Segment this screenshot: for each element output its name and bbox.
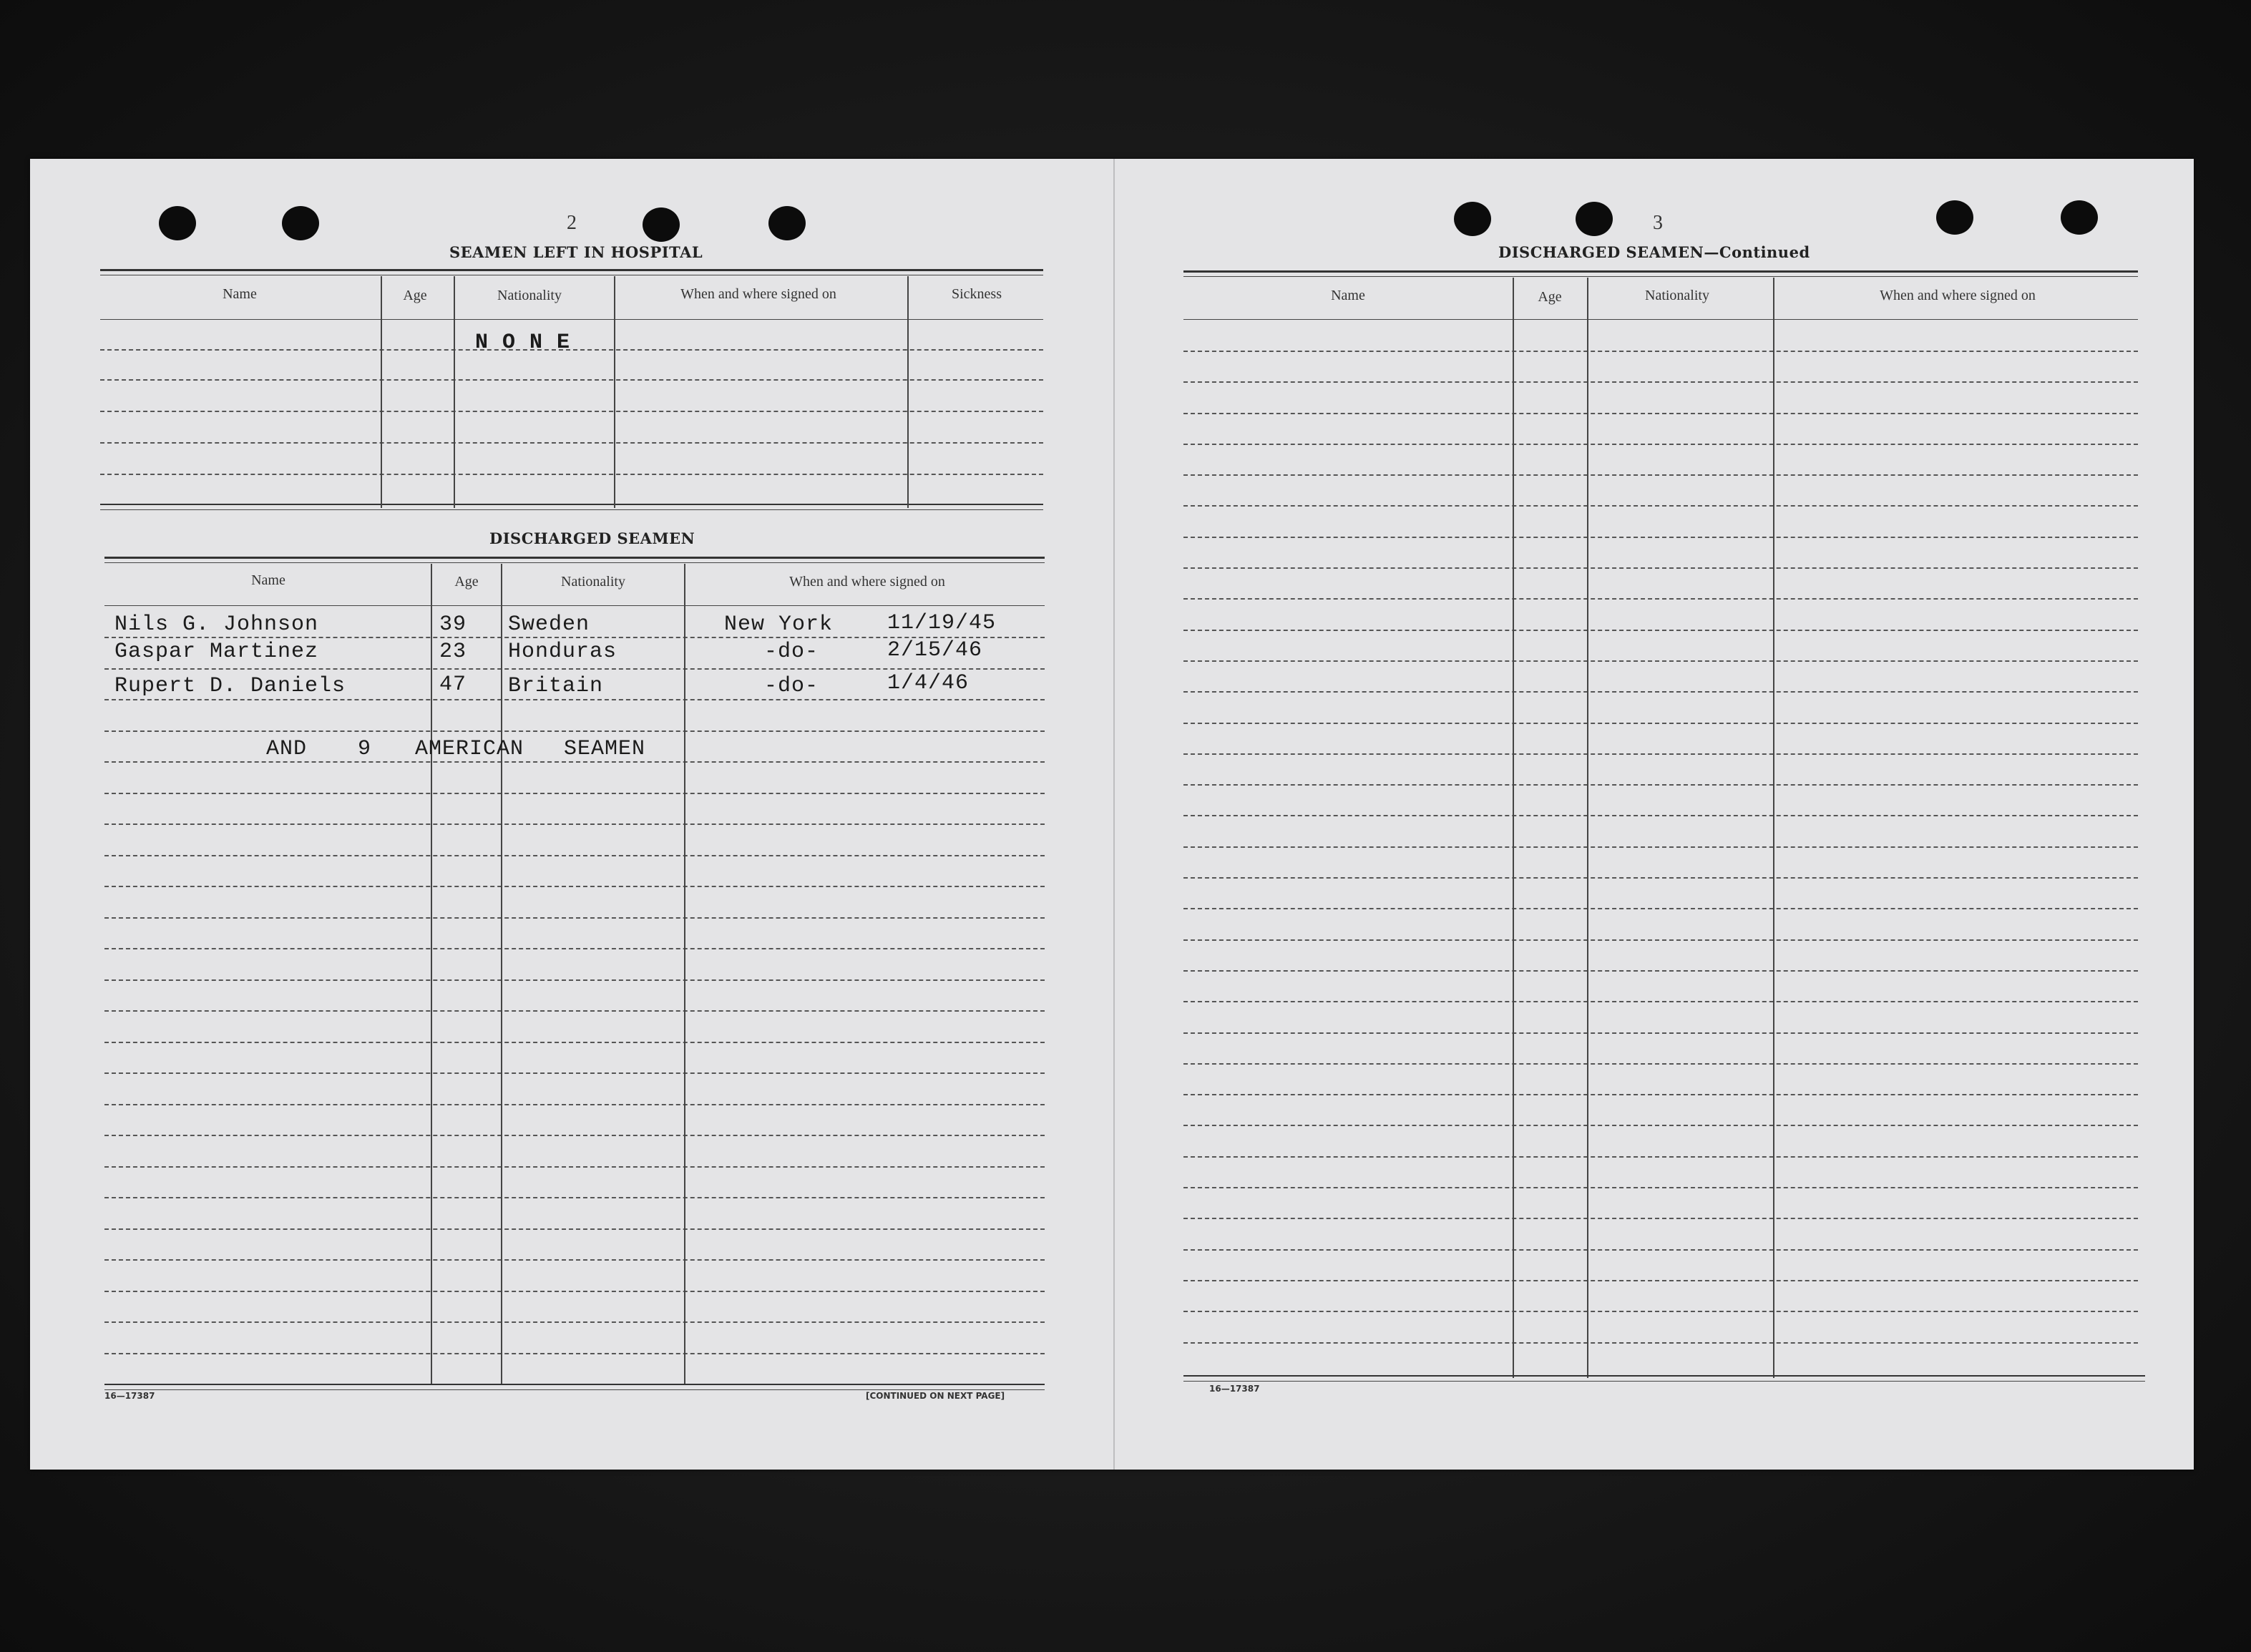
row-line bbox=[104, 1072, 1045, 1074]
hospital-section-title: SEAMEN LEFT IN HOSPITAL bbox=[449, 243, 703, 261]
row-line bbox=[1183, 505, 2138, 507]
row-line bbox=[100, 379, 1043, 381]
row-line bbox=[104, 793, 1045, 794]
column-header-nationality: Nationality bbox=[497, 288, 562, 303]
signed-on-place: -do- bbox=[764, 674, 819, 698]
table-top-rule bbox=[1183, 270, 2138, 273]
seaman-nationality: Sweden bbox=[508, 612, 590, 637]
seaman-name: Gaspar Martinez bbox=[114, 640, 319, 664]
seaman-name: Nils G. Johnson bbox=[114, 612, 319, 637]
row-line bbox=[1183, 598, 2138, 600]
column-divider bbox=[454, 276, 455, 508]
seaman-age: 23 bbox=[439, 640, 467, 664]
row-line bbox=[1183, 784, 2138, 786]
discharged-section-title: DISCHARGED SEAMEN bbox=[489, 529, 695, 547]
column-divider bbox=[907, 276, 909, 508]
page-number: 3 bbox=[1653, 212, 1663, 234]
row-line bbox=[104, 823, 1045, 825]
row-line bbox=[1183, 444, 2138, 445]
row-line bbox=[104, 1353, 1045, 1354]
punch-hole bbox=[159, 206, 196, 240]
punch-hole bbox=[282, 206, 319, 240]
seaman-nationality: Honduras bbox=[508, 640, 617, 664]
row-line bbox=[1183, 537, 2138, 538]
column-header-signed-on: When and where signed on bbox=[680, 286, 836, 302]
row-line bbox=[1183, 970, 2138, 972]
row-line bbox=[104, 1104, 1045, 1105]
american-seamen-note-count: 9 bbox=[358, 737, 372, 761]
table-top-rule bbox=[100, 269, 1043, 271]
row-line bbox=[104, 1042, 1045, 1043]
header-rule bbox=[1183, 319, 2138, 320]
column-divider bbox=[1513, 278, 1514, 1378]
row-line bbox=[104, 1166, 1045, 1168]
column-divider bbox=[381, 276, 382, 508]
table-bottom-rule bbox=[104, 1389, 1045, 1390]
seaman-name: Rupert D. Daniels bbox=[114, 674, 346, 698]
form-number: 16—17387 bbox=[104, 1391, 155, 1401]
table-top-rule bbox=[104, 557, 1045, 559]
signed-on-date: 1/4/46 bbox=[887, 671, 970, 695]
row-line bbox=[1183, 413, 2138, 414]
row-line bbox=[1183, 1156, 2138, 1158]
row-line bbox=[1183, 1218, 2138, 1219]
signed-on-place: New York bbox=[724, 612, 834, 637]
row-line bbox=[1183, 815, 2138, 816]
american-seamen-note-american: AMERICAN bbox=[415, 737, 524, 761]
table-bottom-rule bbox=[1183, 1375, 2145, 1377]
row-line bbox=[1183, 846, 2138, 848]
row-line bbox=[1183, 1001, 2138, 1002]
column-divider bbox=[684, 564, 685, 1385]
seaman-age: 39 bbox=[439, 612, 467, 637]
discharged-continued-title: DISCHARGED SEAMEN—Continued bbox=[1498, 243, 1810, 261]
row-line bbox=[1183, 351, 2138, 352]
row-line bbox=[1183, 723, 2138, 724]
table-top-rule bbox=[104, 562, 1045, 563]
row-line bbox=[104, 730, 1045, 732]
row-line bbox=[1183, 474, 2138, 476]
punch-hole bbox=[1576, 202, 1613, 236]
row-line bbox=[104, 761, 1045, 763]
column-header-name: Name bbox=[251, 572, 285, 588]
row-line bbox=[1183, 381, 2138, 383]
row-line bbox=[104, 1291, 1045, 1292]
column-header-nationality: Nationality bbox=[561, 574, 625, 590]
column-header-age: Age bbox=[1538, 289, 1562, 305]
seaman-age: 47 bbox=[439, 673, 467, 697]
table-bottom-rule bbox=[1183, 1381, 2145, 1382]
row-line bbox=[1183, 1187, 2138, 1188]
row-line bbox=[1183, 660, 2138, 662]
column-divider bbox=[1587, 278, 1588, 1378]
row-line bbox=[104, 1010, 1045, 1012]
row-line bbox=[104, 855, 1045, 856]
american-seamen-note-seamen: SEAMEN bbox=[564, 737, 646, 761]
row-line bbox=[104, 1228, 1045, 1230]
table-top-rule bbox=[1183, 276, 2138, 277]
row-line bbox=[104, 1259, 1045, 1261]
punch-hole bbox=[2061, 200, 2098, 235]
document-sheet bbox=[30, 159, 2194, 1470]
seaman-nationality: Britain bbox=[508, 674, 604, 698]
column-header-name: Name bbox=[223, 286, 257, 302]
table-bottom-rule bbox=[100, 509, 1043, 510]
punch-hole bbox=[1936, 200, 1973, 235]
header-rule bbox=[104, 605, 1045, 606]
row-line bbox=[1183, 877, 2138, 879]
row-line bbox=[1183, 1342, 2138, 1344]
hospital-none-entry: N O N E bbox=[475, 331, 571, 355]
row-line bbox=[1183, 630, 2138, 631]
column-divider bbox=[501, 564, 502, 1385]
signed-on-date: 11/19/45 bbox=[887, 611, 997, 635]
column-header-nationality: Nationality bbox=[1645, 288, 1709, 303]
row-line bbox=[100, 474, 1043, 475]
signed-on-place: -do- bbox=[764, 640, 819, 664]
row-line bbox=[104, 1197, 1045, 1198]
table-bottom-rule bbox=[100, 504, 1043, 505]
table-bottom-rule bbox=[104, 1384, 1045, 1385]
row-line bbox=[104, 699, 1045, 700]
row-line bbox=[1183, 567, 2138, 569]
row-line bbox=[104, 886, 1045, 887]
column-header-age: Age bbox=[454, 574, 479, 590]
row-line bbox=[1183, 1094, 2138, 1095]
column-header-signed-on: When and where signed on bbox=[1880, 288, 2036, 303]
row-line bbox=[104, 668, 1045, 670]
row-line bbox=[104, 948, 1045, 949]
row-line bbox=[1183, 1032, 2138, 1034]
row-line bbox=[104, 1135, 1045, 1136]
header-rule bbox=[100, 319, 1043, 320]
page-fold bbox=[1113, 159, 1115, 1470]
row-line bbox=[1183, 691, 2138, 693]
form-number: 16—17387 bbox=[1209, 1384, 1260, 1394]
column-divider bbox=[614, 276, 615, 508]
column-header-signed-on: When and where signed on bbox=[789, 574, 945, 590]
row-line bbox=[100, 442, 1043, 444]
signed-on-date: 2/15/46 bbox=[887, 638, 983, 663]
column-header-name: Name bbox=[1331, 288, 1365, 303]
row-line bbox=[104, 1321, 1045, 1323]
row-line bbox=[100, 349, 1043, 351]
row-line bbox=[100, 411, 1043, 412]
row-line bbox=[1183, 1249, 2138, 1251]
row-line bbox=[1183, 908, 2138, 909]
row-line bbox=[1183, 939, 2138, 941]
row-line bbox=[104, 917, 1045, 919]
row-line bbox=[1183, 1125, 2138, 1126]
row-line bbox=[104, 979, 1045, 981]
column-header-sickness: Sickness bbox=[952, 286, 1002, 302]
row-line bbox=[1183, 1063, 2138, 1065]
punch-hole bbox=[768, 206, 806, 240]
column-header-age: Age bbox=[403, 288, 427, 303]
row-line bbox=[1183, 753, 2138, 755]
punch-hole bbox=[643, 207, 680, 242]
page-number: 2 bbox=[567, 212, 577, 234]
column-divider bbox=[431, 564, 432, 1385]
continued-note: [CONTINUED ON NEXT PAGE] bbox=[866, 1391, 1005, 1401]
row-line bbox=[1183, 1280, 2138, 1281]
punch-hole bbox=[1454, 202, 1491, 236]
row-line bbox=[1183, 1311, 2138, 1312]
column-divider bbox=[1773, 278, 1774, 1378]
american-seamen-note-and: AND bbox=[266, 737, 308, 761]
